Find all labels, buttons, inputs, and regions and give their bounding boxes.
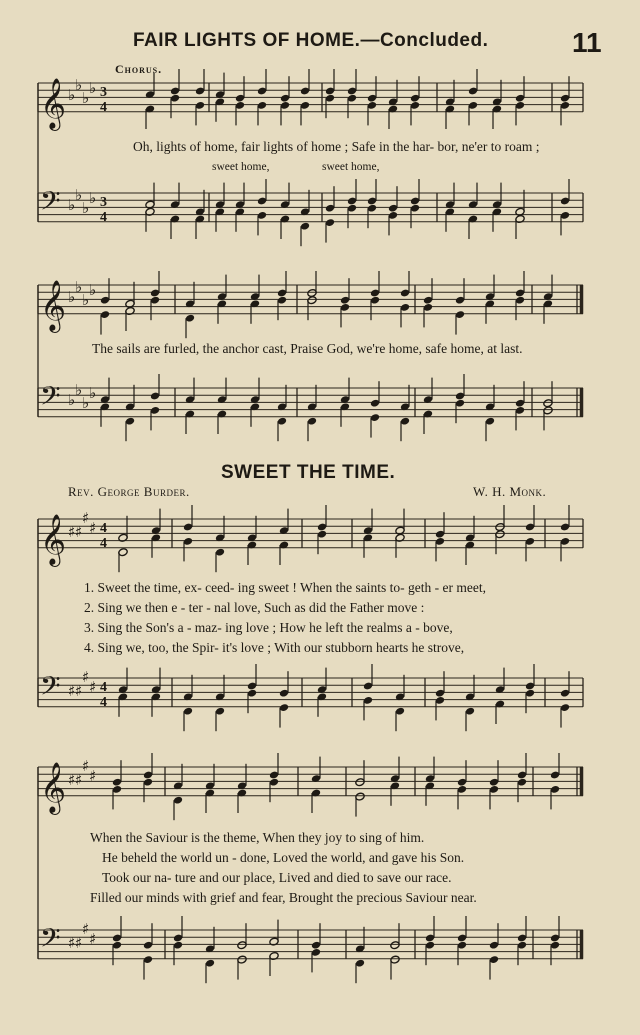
- flat-icon: ♭: [89, 189, 97, 207]
- sharp-icon: ♯: [68, 523, 76, 541]
- sharp-icon: ♯: [89, 930, 97, 948]
- flat-icon: ♭: [82, 89, 90, 107]
- sharp-icon: ♯: [75, 771, 83, 789]
- flat-icon: ♭: [68, 86, 76, 104]
- flat-icon: ♭: [68, 391, 76, 409]
- hymn1-echo2: sweet home,: [322, 161, 380, 173]
- hymn2-author: Rev. George Burder.: [68, 484, 190, 499]
- sharp-icon: ♯: [89, 519, 97, 537]
- bass-clef-icon: 𝄢: [40, 670, 61, 708]
- staff: [38, 388, 583, 417]
- hymn1-echo1: sweet home,: [212, 161, 270, 173]
- flat-icon: ♭: [75, 381, 83, 399]
- time-signature-bottom: 4: [100, 695, 107, 710]
- sharp-icon: ♯: [68, 934, 76, 952]
- page-number: 11: [572, 27, 602, 58]
- sharp-icon: ♯: [89, 767, 97, 785]
- flat-icon: ♭: [68, 288, 76, 306]
- hymn2-title: SWEET THE TIME.: [221, 462, 396, 483]
- flat-icon: ♭: [89, 79, 97, 97]
- verse-a-4: 4. Sing we, too, the Spir- it's love ; With our stubborn hearts he strove,: [84, 640, 465, 655]
- flat-icon: ♭: [89, 384, 97, 402]
- hymn1-lyric-line1: Oh, lights of home, fair lights of home ; Safe in the har- bor, ne'er to roam ;: [133, 139, 540, 154]
- flat-icon: ♭: [75, 186, 83, 204]
- sharp-icon: ♯: [89, 678, 97, 696]
- treble-clef-icon: 𝄞: [40, 279, 67, 331]
- time-signature-bottom: 4: [100, 210, 107, 225]
- hymn2-composer: W. H. Monk.: [473, 484, 547, 499]
- verse-b-4: Filled our minds with grief and fear, Brought the precious Saviour near.: [90, 890, 477, 905]
- sharp-icon: ♯: [68, 771, 76, 789]
- flat-icon: ♭: [89, 281, 97, 299]
- staff: [38, 285, 583, 314]
- verse-b-1: When the Saviour is the theme, When they joy to sing of him.: [90, 830, 425, 845]
- treble-clef-icon: 𝄞: [40, 513, 67, 565]
- sharp-icon: ♯: [82, 920, 90, 938]
- hymn1-lyric-line2: The sails are furled, the anchor cast, Praise God, we're home, safe home, at last.: [92, 341, 523, 356]
- sharp-icon: ♯: [75, 934, 83, 952]
- bass-clef-icon: 𝄢: [40, 922, 61, 960]
- verse-b-3: Took our na- ture and our place, Lived and died to save our race.: [102, 870, 452, 885]
- time-signature-top: 4: [100, 680, 107, 695]
- bass-clef-icon: 𝄢: [40, 185, 61, 223]
- chorus-label: Chorus.: [115, 62, 163, 76]
- verse-a-2: 2. Sing we then e - ter - nal love, Such as did the Father move :: [84, 600, 425, 615]
- hymn1-title: FAIR LIGHTS OF HOME.—Concluded.: [133, 30, 489, 51]
- verse-b-2: He beheld the world un - done, Loved the world, and gave his Son.: [102, 850, 465, 865]
- flat-icon: ♭: [75, 278, 83, 296]
- sharp-icon: ♯: [75, 682, 83, 700]
- verse-a-1: 1. Sweet the time, ex- ceed- ing sweet ! When the saints to- geth - er meet,: [84, 580, 486, 595]
- time-signature-top: 3: [100, 85, 107, 100]
- treble-clef-icon: 𝄞: [40, 77, 67, 129]
- treble-clef-icon: 𝄞: [40, 761, 67, 813]
- flat-icon: ♭: [82, 291, 90, 309]
- flat-icon: ♭: [68, 196, 76, 214]
- time-signature-bottom: 4: [100, 100, 107, 115]
- sharp-icon: ♯: [82, 668, 90, 686]
- sharp-icon: ♯: [75, 523, 83, 541]
- time-signature-top: 3: [100, 195, 107, 210]
- time-signature-top: 4: [100, 521, 107, 536]
- flat-icon: ♭: [82, 199, 90, 217]
- sharp-icon: ♯: [82, 509, 90, 527]
- sharp-icon: ♯: [68, 682, 76, 700]
- verse-a-3: 3. Sing the Son's a - maz- ing love ; How he left the realms a - bove,: [84, 620, 453, 635]
- bass-clef-icon: 𝄢: [40, 380, 61, 418]
- time-signature-bottom: 4: [100, 536, 107, 551]
- flat-icon: ♭: [75, 76, 83, 94]
- flat-icon: ♭: [82, 394, 90, 412]
- sharp-icon: ♯: [82, 757, 90, 775]
